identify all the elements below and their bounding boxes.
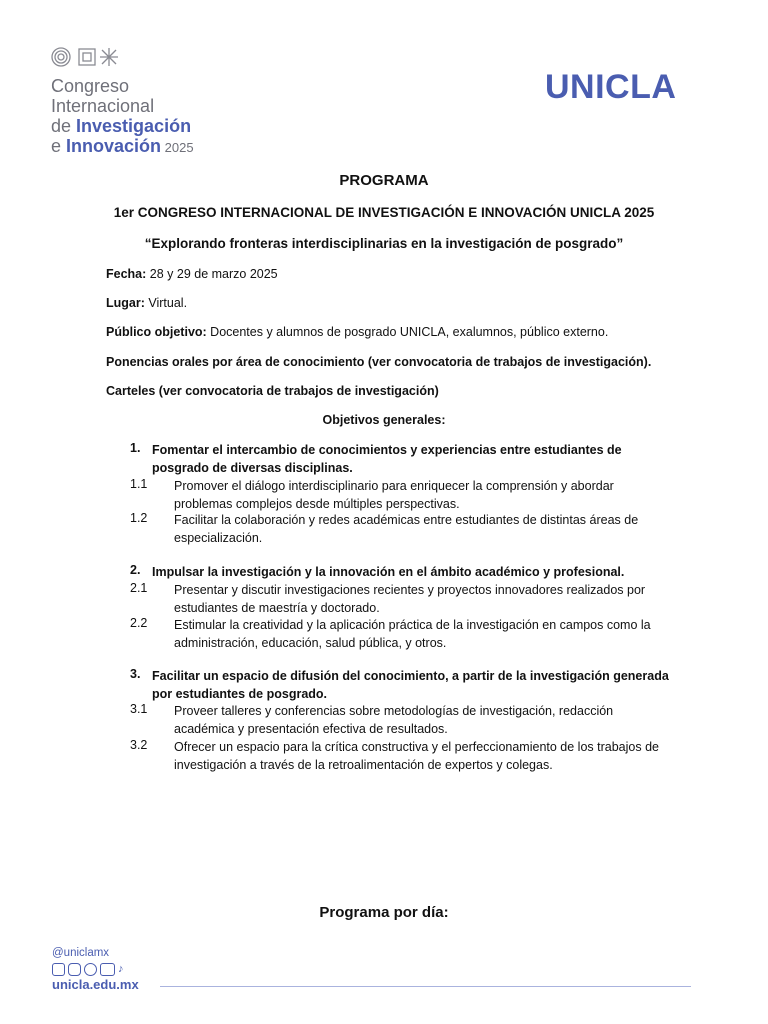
logo-year: 2025 (161, 140, 194, 155)
congress-logo-text (51, 76, 194, 158)
fecha-line (106, 267, 278, 281)
document-heading: PROGRAMA (339, 172, 429, 189)
logo-line-3-prefix: de (51, 116, 77, 136)
logo-line-4-strong: Innovación (66, 136, 162, 156)
sub-objective-text: Promover el diálogo interdisciplinario para enriquecer la comprensión y abordar problemas complejos desde múltiples perspectivas. (174, 479, 614, 511)
messenger-icon[interactable] (84, 963, 97, 976)
website-url[interactable]: unicla.edu.mx (52, 977, 139, 992)
objective-number: 2. (130, 563, 141, 577)
lugar-line (106, 296, 187, 310)
logo-line-4-prefix: e (51, 136, 67, 156)
objective-number: 3. (130, 667, 141, 681)
facebook-icon[interactable] (52, 963, 65, 976)
sub-objective-text: Facilitar la colaboración y redes académicas entre estudiantes de distintas áreas de especialización. (174, 513, 639, 545)
logo-symbols-icon (51, 46, 131, 68)
sub-objective-number: 1.2 (130, 511, 148, 525)
ponencias-line: Ponencias orales por área de conocimiento (ver convocatoria de trabajos de investigación). (106, 355, 652, 369)
sub-objective-text: Estimular la creatividad y la aplicación práctica de la investigación en campos como la administración, educación, salud pública, y otros. (174, 618, 651, 650)
unicla-logo: UNICLA (545, 68, 677, 106)
logo-line-3-strong: Investigación (76, 116, 192, 136)
lugar-value: Virtual. (144, 296, 188, 310)
logo-line-1: Congreso (51, 76, 130, 96)
objective-text: Impulsar la investigación y la innovación en el ámbito académico y profesional. (152, 565, 625, 579)
instagram-icon[interactable] (68, 963, 81, 976)
fecha-value: 28 y 29 de marzo 2025 (146, 267, 278, 281)
sub-objective-number: 3.2 (130, 738, 148, 752)
sub-objective-text: Proveer talleres y conferencias sobre metodologías de investigación, redacción académica y presentación efectiva de resultados. (174, 704, 614, 736)
social-handle: @uniclamx (52, 947, 110, 959)
sub-objective-number: 2.2 (130, 616, 148, 630)
fecha-label: Fecha: (106, 267, 147, 281)
objective-text: Fomentar el intercambio de conocimientos y experiencias entre estudiantes de posgrado de diversas disciplinas. (152, 443, 622, 475)
sub-objective-text: Presentar y discutir investigaciones recientes y proyectos innovadores realizados por estudiantes de maestría y doctorado. (174, 583, 646, 615)
tiktok-icon[interactable]: ♪ (118, 963, 124, 976)
sub-objective-number: 1.1 (130, 477, 148, 491)
sub-objective-number: 2.1 (130, 581, 148, 595)
publico-label: Público objetivo: (106, 325, 207, 339)
publico-value: Docentes y alumnos de posgrado UNICLA, exalumnos, público externo. (206, 325, 609, 339)
logo-line-4 (51, 136, 194, 158)
programa-por-dia-heading: Programa por día: (319, 904, 449, 921)
objective-text: Facilitar un espacio de difusión del conocimiento, a partir de la investigación generada por estudiantes de posgrado. (152, 669, 669, 701)
document-subtitle: “Explorando fronteras interdisciplinarias en la investigación de posgrado” (144, 236, 624, 251)
logo-line-2: Internacional (51, 96, 155, 116)
lugar-label: Lugar: (106, 296, 145, 310)
youtube-icon[interactable] (100, 963, 115, 976)
sub-objective-number: 3.1 (130, 702, 148, 716)
carteles-line: Carteles (ver convocatoria de trabajos de investigación) (106, 384, 439, 398)
objective-number: 1. (130, 441, 141, 455)
objetivos-heading: Objetivos generales: (322, 413, 446, 427)
footer-divider (160, 986, 691, 987)
document-title: 1er CONGRESO INTERNACIONAL DE INVESTIGACIÓN E INNOVACIÓN UNICLA 2025 (113, 205, 655, 220)
publico-line (106, 325, 608, 339)
logo-line-3 (51, 116, 194, 136)
sub-objective-text: Ofrecer un espacio para la crítica constructiva y el perfeccionamiento de los trabajos de investigación a través de la retroalimentación de expertos y colegas. (174, 740, 659, 772)
social-icons (52, 961, 131, 975)
congress-logo-icons (51, 46, 131, 68)
